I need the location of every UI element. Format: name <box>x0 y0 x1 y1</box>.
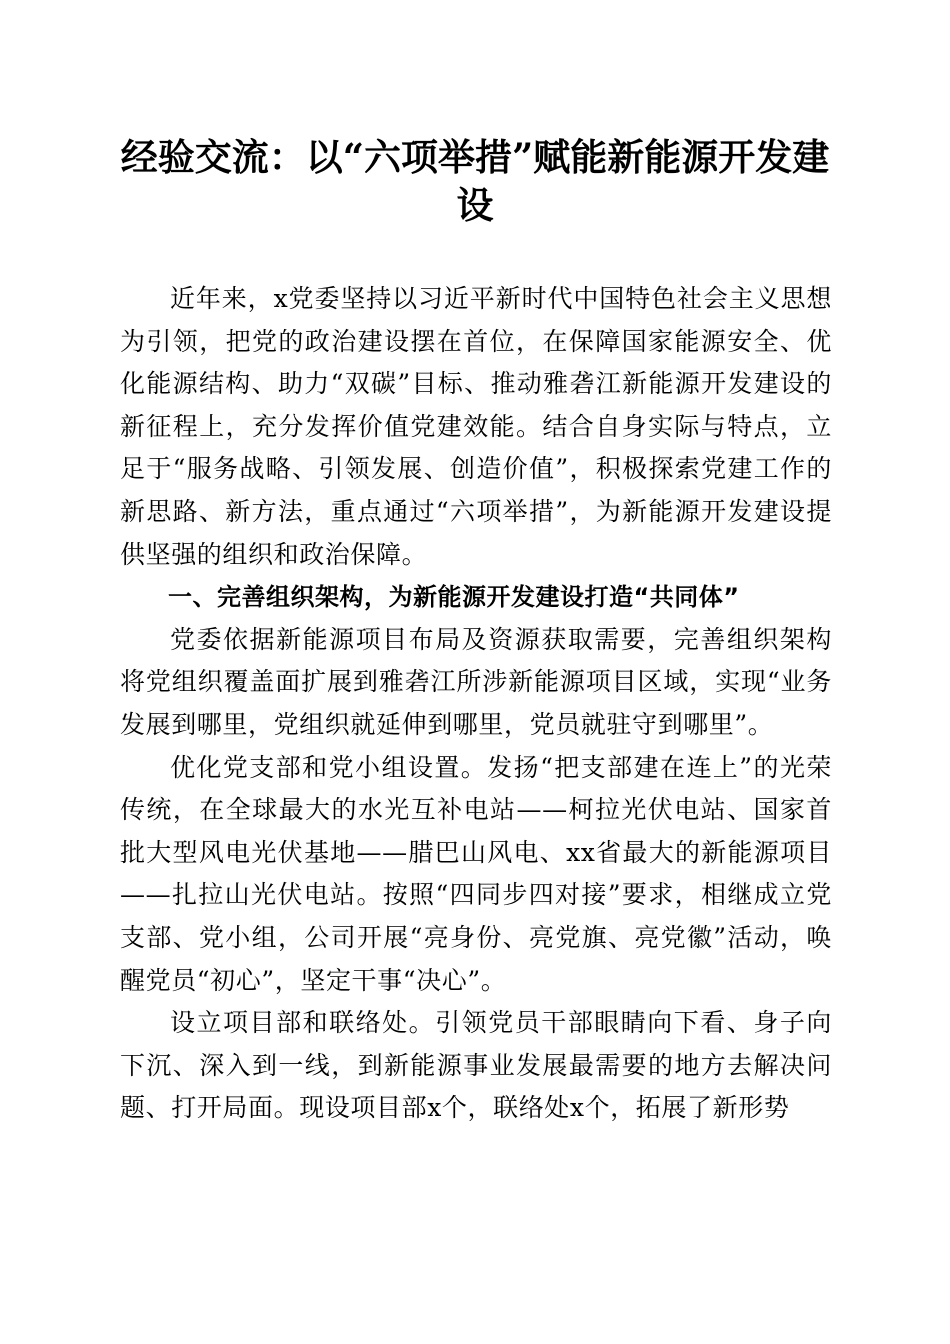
body-paragraph: 党委依据新能源项目布局及资源获取需要，完善组织架构将党组织覆盖面扩展到雅砻江所涉新能源项目区域，实现“业务发展到哪里，党组织就延伸到哪里，党员就驻守到哪里”。 <box>120 624 832 739</box>
body-paragraph: 设立项目部和联络处。引领党员干部眼睛向下看、身子向下沉、深入到一线，到新能源事业发展最需要的地方去解决问题、打开局面。现设项目部x个，联络处x个，拓展了新形势 <box>120 1008 832 1123</box>
section-heading-1: 一、完善组织架构，为新能源开发建设打造“共同体” <box>168 583 740 612</box>
body-paragraph: 优化党支部和党小组设置。发扬“把支部建在连上”的光荣传统，在全球最大的水光互补电站——柯拉光伏电站、国家首批大型风电光伏基地——腊巴山风电、xx省最大的新能源项目——扎拉山光伏电站。按照“四同步四对接”要求，相继成立党支部、党小组，公司开展“亮身份、亮党旗、亮党徽”活动，唤醒党员“初心”，坚定干事“决心”。 <box>120 752 832 995</box>
intro-paragraph: 近年来，x党委坚持以习近平新时代中国特色社会主义思想为引领，把党的政治建设摆在首位，在保障国家能源安全、优化能源结构、助力“双碳”目标、推动雅砻江新能源开发建设的新征程上，充分发挥价值党建效能。结合自身实际与特点，立足于“服务战略、引领发展、创造价值”，积极探索党建工作的新思路、新方法，重点通过“六项举措”，为新能源开发建设提供坚强的组织和政治保障。 <box>120 284 832 569</box>
document-body <box>120 278 832 1130</box>
document-title: 经验交流：以“六项举措”赋能新能源开发建设 <box>120 135 830 227</box>
